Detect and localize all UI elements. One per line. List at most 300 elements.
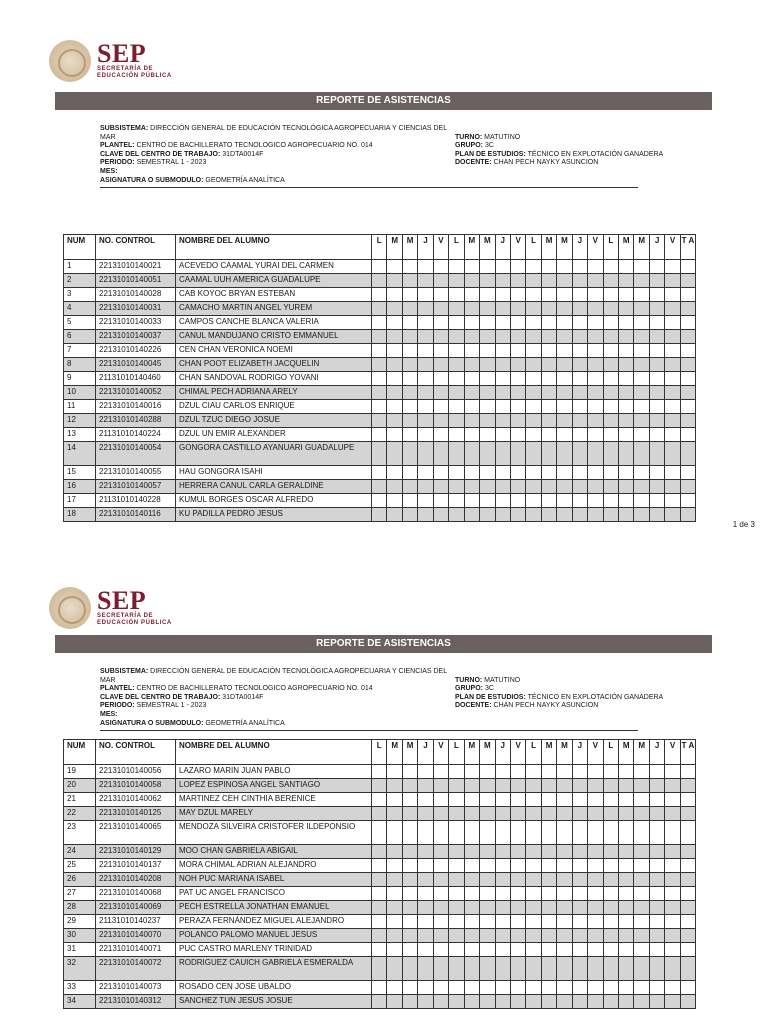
attendance-cell[interactable] [588,288,603,302]
attendance-cell[interactable] [480,344,495,358]
attendance-cell[interactable] [387,859,402,873]
attendance-cell[interactable] [603,915,618,929]
attendance-cell[interactable] [572,873,587,887]
attendance-cell[interactable] [557,414,572,428]
attendance-cell[interactable] [603,859,618,873]
attendance-cell[interactable] [619,288,634,302]
attendance-cell[interactable] [418,779,433,793]
attendance-cell[interactable] [588,400,603,414]
attendance-cell[interactable] [572,400,587,414]
attendance-cell[interactable] [510,316,525,330]
attendance-cell[interactable] [603,793,618,807]
attendance-cell[interactable] [510,344,525,358]
attendance-cell[interactable] [603,821,618,845]
attendance-cell[interactable] [619,859,634,873]
attendance-cell[interactable] [495,901,510,915]
attendance-cell[interactable] [387,480,402,494]
attendance-cell[interactable] [557,943,572,957]
attendance-cell[interactable] [387,400,402,414]
attendance-cell[interactable] [680,344,695,358]
attendance-cell[interactable] [526,508,541,522]
attendance-cell[interactable] [387,807,402,821]
attendance-cell[interactable] [402,480,417,494]
attendance-cell[interactable] [480,981,495,995]
attendance-cell[interactable] [495,873,510,887]
attendance-cell[interactable] [433,274,448,288]
attendance-cell[interactable] [680,316,695,330]
attendance-cell[interactable] [372,901,387,915]
attendance-cell[interactable] [634,480,649,494]
attendance-cell[interactable] [433,330,448,344]
attendance-cell[interactable] [649,873,664,887]
attendance-cell[interactable] [372,466,387,480]
attendance-cell[interactable] [541,807,556,821]
attendance-cell[interactable] [649,302,664,316]
attendance-cell[interactable] [649,288,664,302]
attendance-cell[interactable] [588,929,603,943]
attendance-cell[interactable] [557,466,572,480]
attendance-cell[interactable] [510,288,525,302]
attendance-cell[interactable] [557,480,572,494]
attendance-cell[interactable] [387,330,402,344]
attendance-cell[interactable] [464,793,479,807]
attendance-cell[interactable] [464,466,479,480]
attendance-cell[interactable] [619,274,634,288]
attendance-cell[interactable] [510,358,525,372]
attendance-cell[interactable] [418,414,433,428]
attendance-cell[interactable] [680,288,695,302]
attendance-cell[interactable] [603,358,618,372]
attendance-cell[interactable] [541,887,556,901]
attendance-cell[interactable] [603,873,618,887]
attendance-cell[interactable] [495,428,510,442]
attendance-cell[interactable] [480,901,495,915]
attendance-cell[interactable] [449,428,464,442]
attendance-cell[interactable] [588,358,603,372]
attendance-cell[interactable] [619,821,634,845]
attendance-cell[interactable] [588,957,603,981]
attendance-cell[interactable] [557,873,572,887]
attendance-cell[interactable] [464,414,479,428]
attendance-cell[interactable] [680,887,695,901]
attendance-cell[interactable] [495,372,510,386]
attendance-cell[interactable] [387,765,402,779]
attendance-cell[interactable] [619,400,634,414]
attendance-cell[interactable] [418,466,433,480]
attendance-cell[interactable] [541,915,556,929]
attendance-cell[interactable] [418,260,433,274]
attendance-cell[interactable] [449,821,464,845]
attendance-cell[interactable] [649,859,664,873]
attendance-cell[interactable] [665,821,680,845]
attendance-cell[interactable] [449,845,464,859]
attendance-cell[interactable] [634,428,649,442]
attendance-cell[interactable] [372,995,387,1009]
attendance-cell[interactable] [649,260,664,274]
attendance-cell[interactable] [557,929,572,943]
attendance-cell[interactable] [665,260,680,274]
attendance-cell[interactable] [480,995,495,1009]
attendance-cell[interactable] [680,995,695,1009]
attendance-cell[interactable] [526,901,541,915]
attendance-cell[interactable] [433,995,448,1009]
attendance-cell[interactable] [480,494,495,508]
attendance-cell[interactable] [526,845,541,859]
attendance-cell[interactable] [557,288,572,302]
attendance-cell[interactable] [649,358,664,372]
attendance-cell[interactable] [665,508,680,522]
attendance-cell[interactable] [480,859,495,873]
attendance-cell[interactable] [634,901,649,915]
attendance-cell[interactable] [387,957,402,981]
attendance-cell[interactable] [541,260,556,274]
attendance-cell[interactable] [619,302,634,316]
attendance-cell[interactable] [480,442,495,466]
attendance-cell[interactable] [572,981,587,995]
attendance-cell[interactable] [665,981,680,995]
attendance-cell[interactable] [634,344,649,358]
attendance-cell[interactable] [402,344,417,358]
attendance-cell[interactable] [433,887,448,901]
attendance-cell[interactable] [433,508,448,522]
attendance-cell[interactable] [603,260,618,274]
attendance-cell[interactable] [418,821,433,845]
attendance-cell[interactable] [541,358,556,372]
attendance-cell[interactable] [603,887,618,901]
attendance-cell[interactable] [680,915,695,929]
attendance-cell[interactable] [433,442,448,466]
attendance-cell[interactable] [588,873,603,887]
attendance-cell[interactable] [634,288,649,302]
attendance-cell[interactable] [495,765,510,779]
attendance-cell[interactable] [433,260,448,274]
attendance-cell[interactable] [572,995,587,1009]
attendance-cell[interactable] [372,414,387,428]
attendance-cell[interactable] [495,995,510,1009]
attendance-cell[interactable] [449,274,464,288]
attendance-cell[interactable] [464,358,479,372]
attendance-cell[interactable] [680,330,695,344]
attendance-cell[interactable] [526,428,541,442]
attendance-cell[interactable] [402,845,417,859]
attendance-cell[interactable] [495,442,510,466]
attendance-cell[interactable] [649,480,664,494]
attendance-cell[interactable] [464,344,479,358]
attendance-cell[interactable] [372,330,387,344]
attendance-cell[interactable] [510,274,525,288]
attendance-cell[interactable] [665,414,680,428]
attendance-cell[interactable] [495,845,510,859]
attendance-cell[interactable] [665,793,680,807]
attendance-cell[interactable] [541,442,556,466]
attendance-cell[interactable] [387,274,402,288]
attendance-cell[interactable] [418,302,433,316]
attendance-cell[interactable] [634,316,649,330]
attendance-cell[interactable] [680,442,695,466]
attendance-cell[interactable] [449,995,464,1009]
attendance-cell[interactable] [526,400,541,414]
attendance-cell[interactable] [541,494,556,508]
attendance-cell[interactable] [526,821,541,845]
attendance-cell[interactable] [372,779,387,793]
attendance-cell[interactable] [603,981,618,995]
attendance-cell[interactable] [464,480,479,494]
attendance-cell[interactable] [526,414,541,428]
attendance-cell[interactable] [572,358,587,372]
attendance-cell[interactable] [449,358,464,372]
attendance-cell[interactable] [557,316,572,330]
attendance-cell[interactable] [480,288,495,302]
attendance-cell[interactable] [603,508,618,522]
attendance-cell[interactable] [588,316,603,330]
attendance-cell[interactable] [649,274,664,288]
attendance-cell[interactable] [572,316,587,330]
attendance-cell[interactable] [480,386,495,400]
attendance-cell[interactable] [665,400,680,414]
attendance-cell[interactable] [464,508,479,522]
attendance-cell[interactable] [541,386,556,400]
attendance-cell[interactable] [449,901,464,915]
attendance-cell[interactable] [603,428,618,442]
attendance-cell[interactable] [680,957,695,981]
attendance-cell[interactable] [464,330,479,344]
attendance-cell[interactable] [433,466,448,480]
attendance-cell[interactable] [557,494,572,508]
attendance-cell[interactable] [588,442,603,466]
attendance-cell[interactable] [588,274,603,288]
attendance-cell[interactable] [634,466,649,480]
attendance-cell[interactable] [541,428,556,442]
attendance-cell[interactable] [541,316,556,330]
attendance-cell[interactable] [433,859,448,873]
attendance-cell[interactable] [541,943,556,957]
attendance-cell[interactable] [387,845,402,859]
attendance-cell[interactable] [480,260,495,274]
attendance-cell[interactable] [634,442,649,466]
attendance-cell[interactable] [495,330,510,344]
attendance-cell[interactable] [510,957,525,981]
attendance-cell[interactable] [665,995,680,1009]
attendance-cell[interactable] [572,887,587,901]
attendance-cell[interactable] [464,765,479,779]
attendance-cell[interactable] [433,302,448,316]
attendance-cell[interactable] [480,779,495,793]
attendance-cell[interactable] [433,765,448,779]
attendance-cell[interactable] [634,929,649,943]
attendance-cell[interactable] [557,372,572,386]
attendance-cell[interactable] [680,400,695,414]
attendance-cell[interactable] [495,494,510,508]
attendance-cell[interactable] [649,845,664,859]
attendance-cell[interactable] [433,288,448,302]
attendance-cell[interactable] [372,887,387,901]
attendance-cell[interactable] [541,845,556,859]
attendance-cell[interactable] [464,372,479,386]
attendance-cell[interactable] [372,957,387,981]
attendance-cell[interactable] [387,494,402,508]
attendance-cell[interactable] [418,344,433,358]
attendance-cell[interactable] [680,859,695,873]
attendance-cell[interactable] [495,929,510,943]
attendance-cell[interactable] [433,428,448,442]
attendance-cell[interactable] [572,386,587,400]
attendance-cell[interactable] [649,386,664,400]
attendance-cell[interactable] [510,915,525,929]
attendance-cell[interactable] [433,400,448,414]
attendance-cell[interactable] [480,302,495,316]
attendance-cell[interactable] [572,302,587,316]
attendance-cell[interactable] [480,929,495,943]
attendance-cell[interactable] [510,400,525,414]
attendance-cell[interactable] [510,929,525,943]
attendance-cell[interactable] [588,779,603,793]
attendance-cell[interactable] [480,330,495,344]
attendance-cell[interactable] [588,386,603,400]
attendance-cell[interactable] [634,260,649,274]
attendance-cell[interactable] [526,859,541,873]
attendance-cell[interactable] [372,386,387,400]
attendance-cell[interactable] [480,508,495,522]
attendance-cell[interactable] [619,414,634,428]
attendance-cell[interactable] [372,480,387,494]
attendance-cell[interactable] [588,414,603,428]
attendance-cell[interactable] [603,414,618,428]
attendance-cell[interactable] [665,466,680,480]
attendance-cell[interactable] [449,260,464,274]
attendance-cell[interactable] [526,807,541,821]
attendance-cell[interactable] [402,765,417,779]
attendance-cell[interactable] [665,494,680,508]
attendance-cell[interactable] [449,915,464,929]
attendance-cell[interactable] [418,494,433,508]
attendance-cell[interactable] [603,274,618,288]
attendance-cell[interactable] [572,807,587,821]
attendance-cell[interactable] [603,372,618,386]
attendance-cell[interactable] [402,330,417,344]
attendance-cell[interactable] [557,508,572,522]
attendance-cell[interactable] [619,995,634,1009]
attendance-cell[interactable] [649,929,664,943]
attendance-cell[interactable] [603,943,618,957]
attendance-cell[interactable] [449,929,464,943]
attendance-cell[interactable] [449,807,464,821]
attendance-cell[interactable] [649,428,664,442]
attendance-cell[interactable] [603,845,618,859]
attendance-cell[interactable] [588,981,603,995]
attendance-cell[interactable] [387,442,402,466]
attendance-cell[interactable] [510,428,525,442]
attendance-cell[interactable] [433,316,448,330]
attendance-cell[interactable] [433,821,448,845]
attendance-cell[interactable] [418,330,433,344]
attendance-cell[interactable] [541,873,556,887]
attendance-cell[interactable] [526,358,541,372]
attendance-cell[interactable] [649,494,664,508]
attendance-cell[interactable] [510,414,525,428]
attendance-cell[interactable] [526,442,541,466]
attendance-cell[interactable] [433,807,448,821]
attendance-cell[interactable] [526,887,541,901]
attendance-cell[interactable] [619,887,634,901]
attendance-cell[interactable] [372,428,387,442]
attendance-cell[interactable] [433,845,448,859]
attendance-cell[interactable] [634,845,649,859]
attendance-cell[interactable] [572,779,587,793]
attendance-cell[interactable] [480,887,495,901]
attendance-cell[interactable] [495,779,510,793]
attendance-cell[interactable] [418,508,433,522]
attendance-cell[interactable] [372,400,387,414]
attendance-cell[interactable] [433,793,448,807]
attendance-cell[interactable] [680,929,695,943]
attendance-cell[interactable] [526,274,541,288]
attendance-cell[interactable] [510,494,525,508]
attendance-cell[interactable] [526,929,541,943]
attendance-cell[interactable] [433,414,448,428]
attendance-cell[interactable] [510,807,525,821]
attendance-cell[interactable] [418,765,433,779]
attendance-cell[interactable] [588,915,603,929]
attendance-cell[interactable] [449,372,464,386]
attendance-cell[interactable] [526,793,541,807]
attendance-cell[interactable] [665,302,680,316]
attendance-cell[interactable] [387,981,402,995]
attendance-cell[interactable] [480,821,495,845]
attendance-cell[interactable] [541,302,556,316]
attendance-cell[interactable] [418,929,433,943]
attendance-cell[interactable] [572,508,587,522]
attendance-cell[interactable] [464,428,479,442]
attendance-cell[interactable] [402,859,417,873]
attendance-cell[interactable] [402,873,417,887]
attendance-cell[interactable] [433,957,448,981]
attendance-cell[interactable] [603,330,618,344]
attendance-cell[interactable] [464,943,479,957]
attendance-cell[interactable] [510,845,525,859]
attendance-cell[interactable] [510,859,525,873]
attendance-cell[interactable] [418,793,433,807]
attendance-cell[interactable] [372,915,387,929]
attendance-cell[interactable] [588,765,603,779]
attendance-cell[interactable] [680,260,695,274]
attendance-cell[interactable] [387,428,402,442]
attendance-cell[interactable] [526,779,541,793]
attendance-cell[interactable] [372,372,387,386]
attendance-cell[interactable] [418,845,433,859]
attendance-cell[interactable] [526,386,541,400]
attendance-cell[interactable] [619,765,634,779]
attendance-cell[interactable] [557,901,572,915]
attendance-cell[interactable] [480,943,495,957]
attendance-cell[interactable] [557,260,572,274]
attendance-cell[interactable] [495,821,510,845]
attendance-cell[interactable] [649,372,664,386]
attendance-cell[interactable] [557,981,572,995]
attendance-cell[interactable] [526,330,541,344]
attendance-cell[interactable] [526,957,541,981]
attendance-cell[interactable] [526,260,541,274]
attendance-cell[interactable] [372,981,387,995]
attendance-cell[interactable] [572,288,587,302]
attendance-cell[interactable] [557,428,572,442]
attendance-cell[interactable] [603,901,618,915]
attendance-cell[interactable] [464,288,479,302]
attendance-cell[interactable] [464,260,479,274]
attendance-cell[interactable] [418,915,433,929]
attendance-cell[interactable] [372,316,387,330]
attendance-cell[interactable] [510,442,525,466]
attendance-cell[interactable] [603,386,618,400]
